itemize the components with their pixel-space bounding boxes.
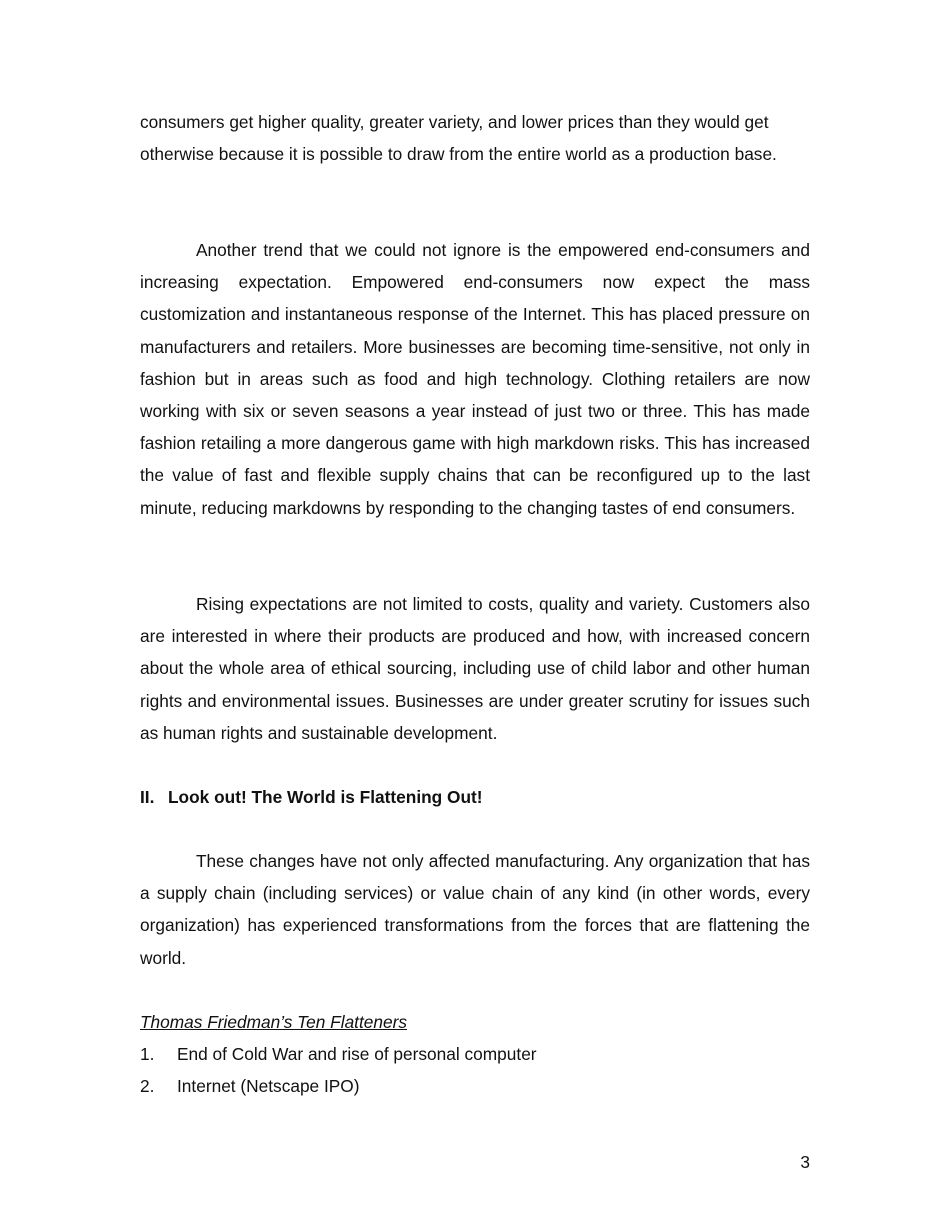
list-item-text: Internet (Netscape IPO) (177, 1076, 360, 1097)
paragraph-empowered-consumers: Another trend that we could not ignore is the empowered end-consumers and increasing expectation. Empowered end-consumers now expect the mass customization and instantaneous response of the Internet. This has placed pressure on manufacturers and retailers. More businesses are becoming time-sensitive, not only in fashion but in areas such as food and high technology. Clothing retailers are now working with six or seven seasons a year instead of just two or three. This has made fashion retailing a more dangerous game with high markdown risks. This has increased the value of fast and flexible supply chains that can be reconfigured up to the last minute, reducing markdowns by responding to the changing tastes of end consumers. (140, 240, 810, 518)
section-number: II. (140, 787, 155, 807)
paragraph-changes: These changes have not only affected manufacturing. Any organization that has a supply chain (including services) or value chain of any kind (in other words, every organization) has experienced transformations from the forces that are flattening the world. (140, 851, 810, 968)
paragraph-continued: consumers get higher quality, greater variety, and lower prices than they would get otherwise because it is possible to draw from the entire world as a production base. (140, 112, 777, 165)
list-item-text: End of Cold War and rise of personal computer (177, 1044, 537, 1064)
flatteners-list (140, 1038, 810, 1102)
section-title: Look out! The World is Flattening Out! (168, 787, 483, 807)
page-number: 3 (800, 1152, 810, 1172)
paragraph-rising-expectations: Rising expectations are not limited to costs, quality and variety. Customers also are interested in where their products are produced and how, with increased concern about the whole area of ethical sourcing, including use of child labor and other human rights and environmental issues. Businesses are under greater scrutiny for issues such as human rights and sustainable development. (140, 594, 810, 743)
list-item (140, 1038, 810, 1070)
list-title: Thomas Friedman’s Ten Flatteners (140, 1012, 408, 1032)
section-heading (140, 781, 810, 813)
list-item-number: 1. (140, 1044, 155, 1064)
list-item (140, 1070, 810, 1102)
list-item-number: 2. (140, 1076, 155, 1097)
